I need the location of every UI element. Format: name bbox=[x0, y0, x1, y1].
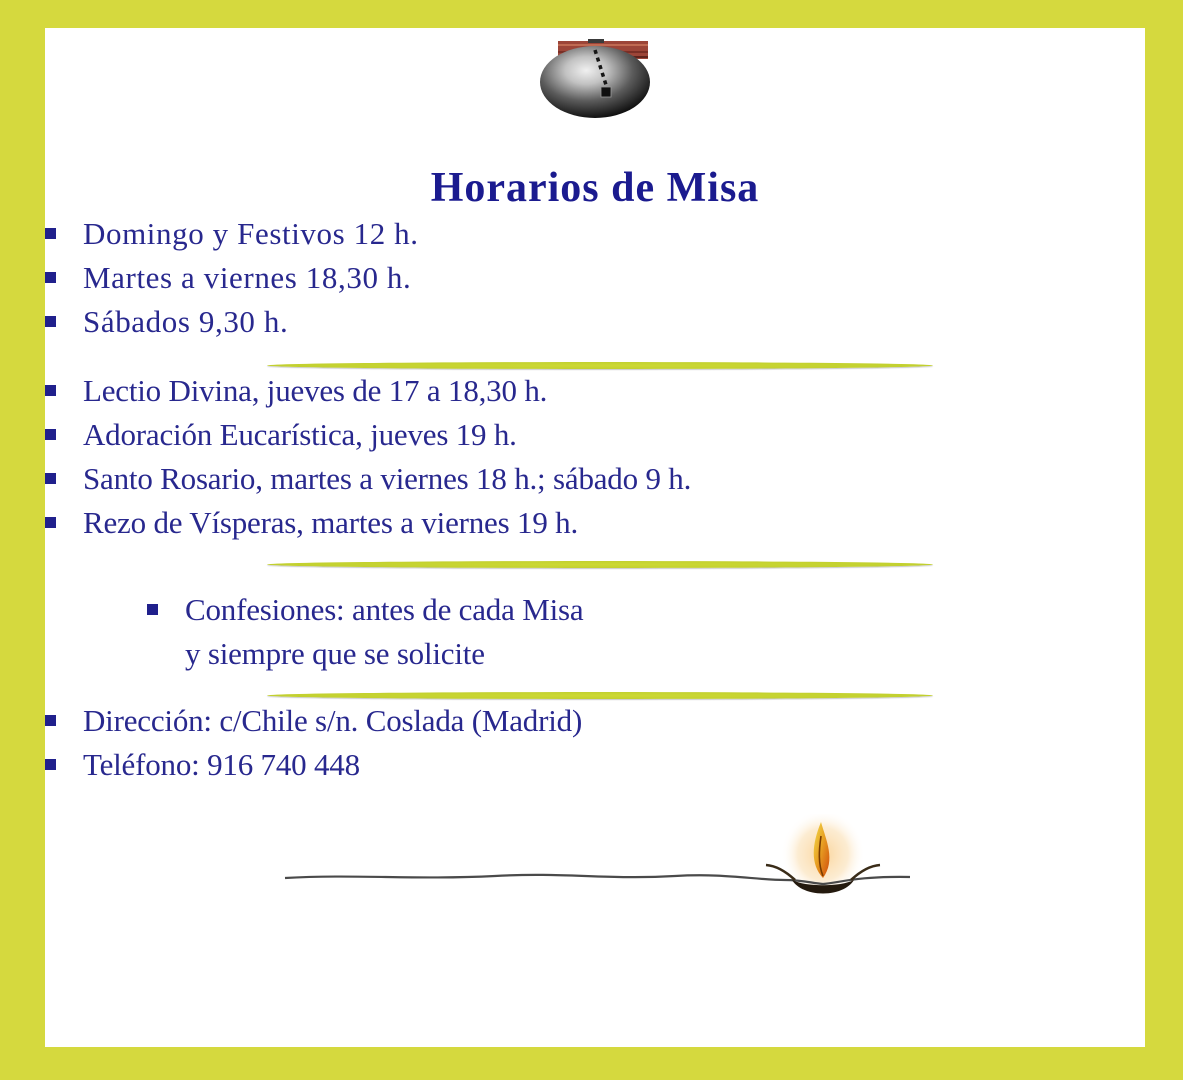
bullet-square-icon bbox=[45, 473, 56, 484]
list-item bbox=[45, 369, 1145, 413]
bullet-square-icon bbox=[45, 316, 56, 327]
bullet-square-icon bbox=[147, 604, 158, 615]
list-item-text: Santo Rosario, martes a viernes 18 h.; sábado 9 h. bbox=[83, 461, 692, 496]
address-text: Dirección: c/Chile s/n. Coslada (Madrid) bbox=[83, 703, 583, 738]
list-item bbox=[45, 300, 1145, 344]
section-divider bbox=[267, 362, 933, 369]
list-item-text: Sábados 9,30 h. bbox=[83, 304, 289, 339]
section-divider bbox=[267, 692, 933, 699]
bullet-square-icon bbox=[45, 715, 56, 726]
contact-list bbox=[45, 699, 1145, 787]
confessions-list bbox=[147, 588, 1145, 632]
bullet-square-icon bbox=[45, 429, 56, 440]
church-bell-icon bbox=[538, 30, 653, 120]
list-item-text: Martes a viernes 18,30 h. bbox=[83, 260, 412, 295]
bullet-square-icon bbox=[45, 272, 56, 283]
slide-page bbox=[45, 28, 1145, 1047]
oil-lamp-flame-icon bbox=[265, 814, 925, 914]
bullet-square-icon bbox=[45, 759, 56, 770]
mass-times-list bbox=[45, 212, 1145, 344]
bullet-square-icon bbox=[45, 517, 56, 528]
list-item-text: Adoración Eucarística, jueves 19 h. bbox=[83, 417, 517, 452]
bullet-square-icon bbox=[45, 385, 56, 396]
list-item-text: Rezo de Vísperas, martes a viernes 19 h. bbox=[83, 505, 579, 540]
list-item-phone bbox=[45, 743, 1145, 787]
list-item-text: Confesiones: antes de cada Misa bbox=[185, 592, 584, 627]
list-item bbox=[45, 413, 1145, 457]
list-item-text: Lectio Divina, jueves de 17 a 18,30 h. bbox=[83, 373, 548, 408]
section-divider bbox=[267, 561, 933, 568]
list-item bbox=[45, 457, 1145, 501]
list-item-continuation: y siempre que se solicite bbox=[185, 636, 485, 671]
list-item-address bbox=[45, 699, 1145, 743]
list-item-text: Domingo y Festivos 12 h. bbox=[83, 216, 419, 251]
phone-text: Teléfono: 916 740 448 bbox=[83, 747, 360, 782]
confessions-block bbox=[147, 588, 1145, 676]
devotions-list bbox=[45, 369, 1145, 545]
list-item bbox=[147, 588, 1145, 632]
list-item bbox=[45, 212, 1145, 256]
bullet-square-icon bbox=[45, 228, 56, 239]
page-title: Horarios de Misa bbox=[430, 165, 760, 211]
list-item bbox=[45, 501, 1145, 545]
list-item bbox=[45, 256, 1145, 300]
